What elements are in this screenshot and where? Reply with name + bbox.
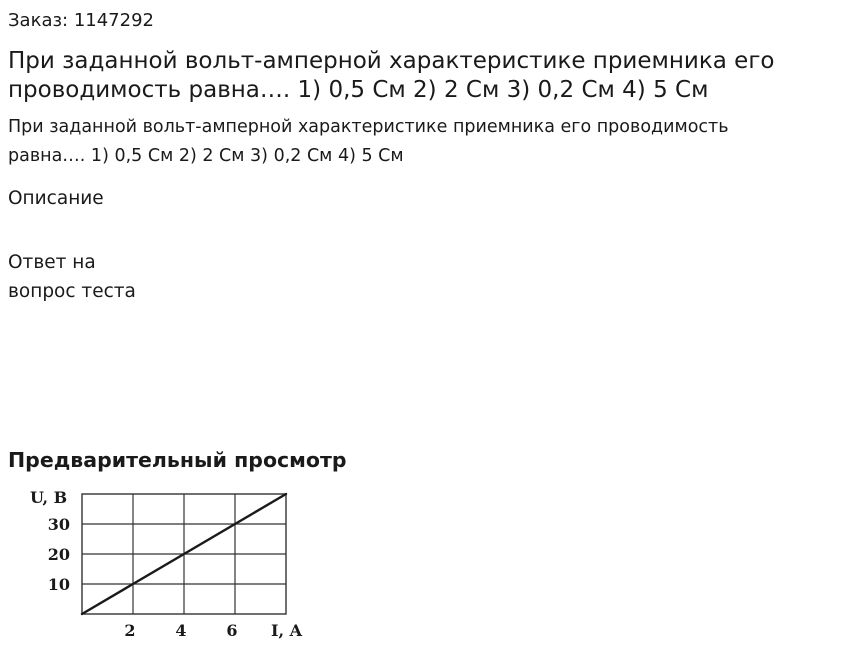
x-axis-label: I, A: [271, 621, 303, 640]
answer-text: [8, 248, 228, 306]
x-tick-label-1: 4: [175, 621, 187, 640]
description-heading: Описание: [8, 188, 104, 209]
answer-line-1: Ответ на: [8, 252, 96, 273]
y-tick-label-0: 10: [47, 575, 70, 594]
question-text: При заданной вольт-амперной характеристике приемника его проводимость равна…. 1) 0,5 См 2) 2 См 3) 0,2 См 4) 5 См: [8, 117, 729, 166]
answer-line-2: вопрос теста: [8, 281, 136, 302]
x-tick-label-2: 6: [226, 621, 238, 640]
question-title: При заданной вольт-амперной характеристике приемника его проводимость равна…. 1) 0,5 См 2) 2 См 3) 0,2 См 4) 5 См: [8, 48, 775, 103]
preview-heading: Предварительный просмотр: [8, 448, 347, 472]
y-axis-label: U, B: [30, 488, 68, 507]
x-tick-label-0: 2: [124, 621, 136, 640]
preview-chart: [20, 484, 320, 646]
order-number: Заказ: 1147292: [8, 10, 154, 31]
y-tick-label-2: 30: [47, 515, 70, 534]
y-tick-label-1: 20: [47, 545, 70, 564]
vi-characteristic-chart: [20, 484, 320, 646]
